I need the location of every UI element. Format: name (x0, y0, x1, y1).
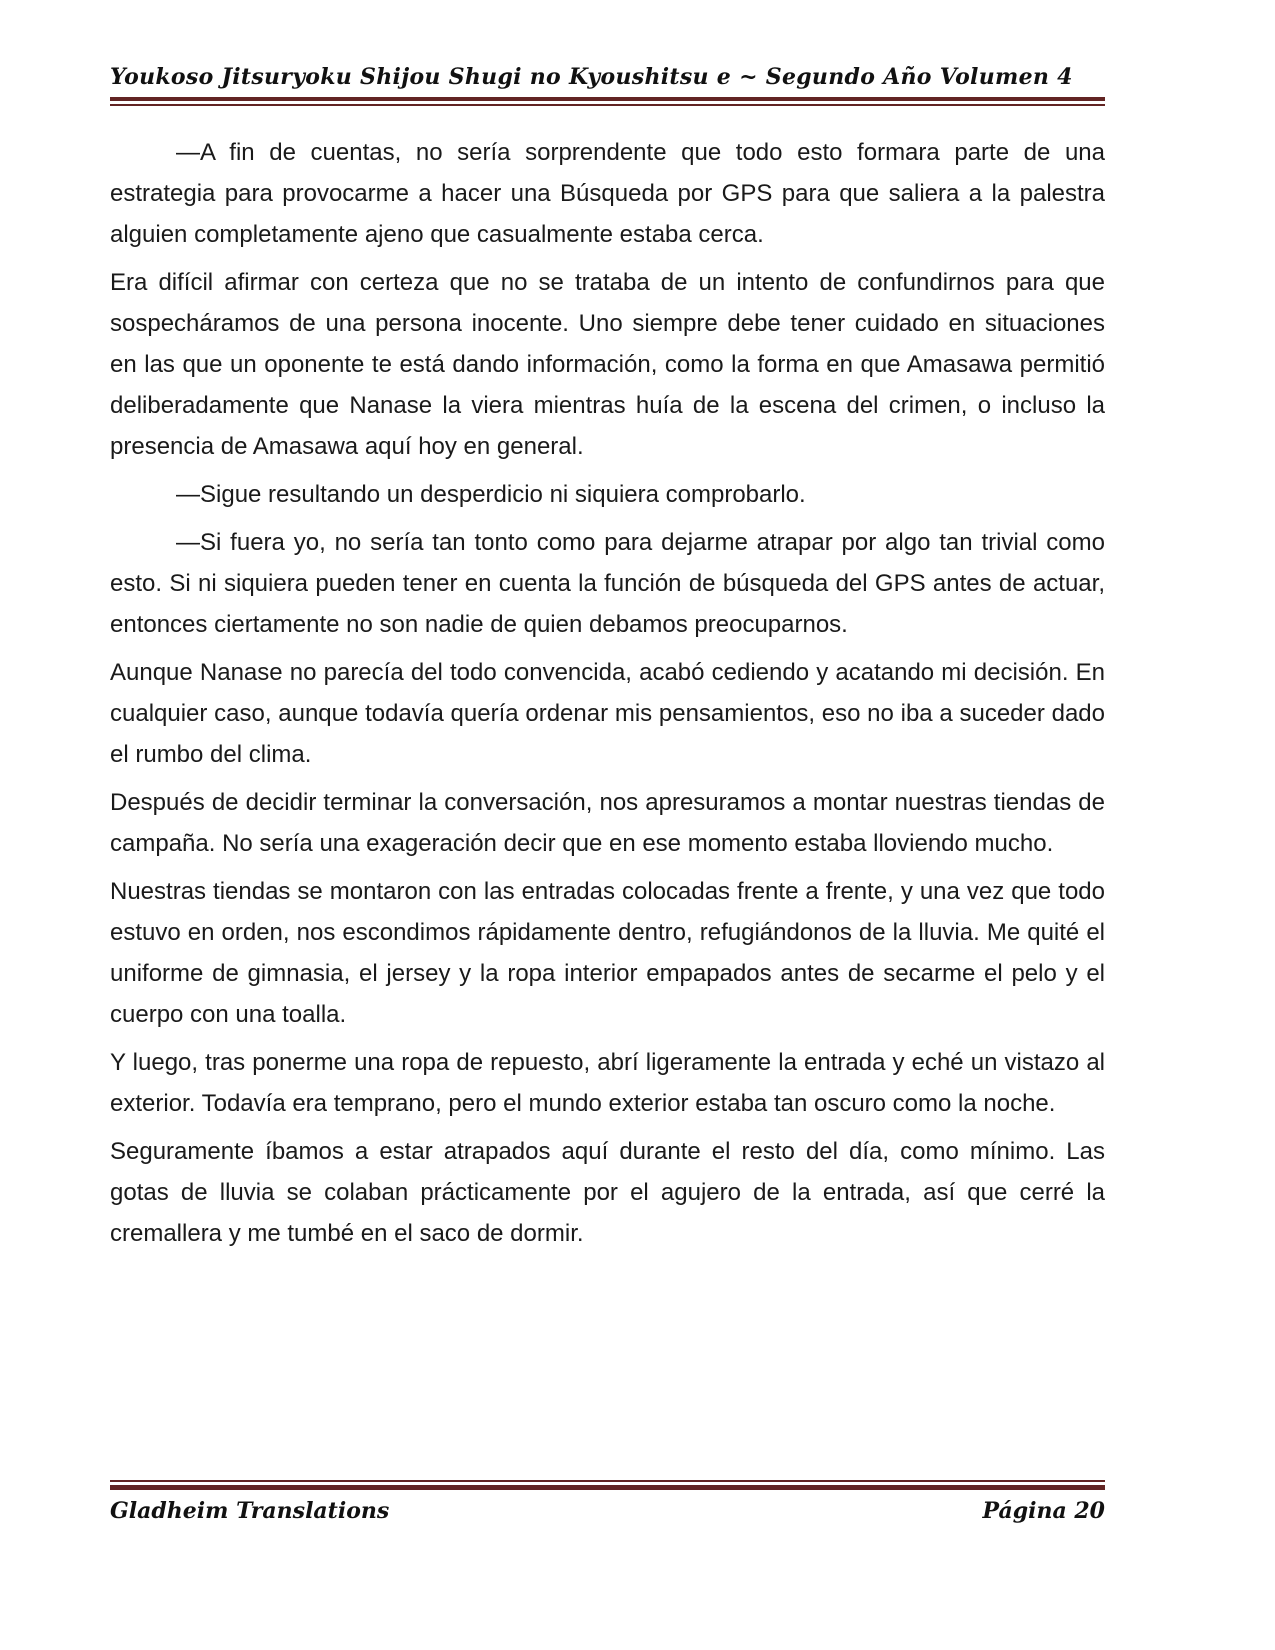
paragraph: Nuestras tiendas se montaron con las entradas colocadas frente a frente, y una vez que todo estuvo en orden, nos escondimos rápidamente dentro, refugiándonos de la lluvia. Me quité el uniforme de gimnasia, el jersey y la ropa interior empapados antes de secarme el pelo y el cuerpo con una toalla. (110, 878, 1105, 1028)
paragraph: Después de decidir terminar la conversación, nos apresuramos a montar nuestras tiendas de campaña. No sería una exageración decir que en ese momento estaba lloviendo mucho. (110, 789, 1105, 857)
page-footer (110, 1480, 1105, 1524)
footer-translator-credit: Gladheim Translations (110, 1498, 390, 1524)
footer-page-number: Página 20 (982, 1498, 1105, 1524)
paragraph: Seguramente íbamos a estar atrapados aquí durante el resto del día, como mínimo. Las gotas de lluvia se colaban prácticamente por el agujero de la entrada, así que cerré la cremallera y me tumbé en el saco de dormir. (110, 1138, 1105, 1247)
page-header-title: Youkoso Jitsuryoku Shijou Shugi no Kyoushitsu e ~ Segundo Año Volumen 4 (110, 64, 1073, 90)
footer-rule (110, 1480, 1105, 1490)
paragraph: —Sigue resultando un desperdicio ni siquiera comprobarlo. (176, 481, 806, 508)
paragraph: —Si fuera yo, no sería tan tonto como para dejarme atrapar por algo tan trivial como esto. Si ni siquiera pueden tener en cuenta la función de búsqueda del GPS antes de actuar, entonces ciertamente no son nadie de quien debamos preocuparnos. (110, 529, 1105, 638)
paragraph: —A fin de cuentas, no sería sorprendente que todo esto formara parte de una estrategia para provocarme a hacer una Búsqueda por GPS para que saliera a la palestra alguien completamente ajeno que casualmente estaba cerca. (110, 139, 1105, 248)
footer-row (110, 1498, 1105, 1524)
header-rule (110, 97, 1105, 106)
paragraph: Era difícil afirmar con certeza que no se trataba de un intento de confundirnos para que sospecháramos de una persona inocente. Uno siempre debe tener cuidado en situaciones en las que un oponente te está dando información, como la forma en que Amasawa permitió deliberadamente que Nanase la viera mientras huía de la escena del crimen, o incluso la presencia de Amasawa aquí hoy en general. (110, 269, 1105, 460)
page-header (110, 64, 1105, 106)
document-body (110, 132, 1105, 1261)
paragraph: Aunque Nanase no parecía del todo convencida, acabó cediendo y acatando mi decisión. En cualquier caso, aunque todavía quería ordenar mis pensamientos, eso no iba a suceder dado el rumbo del clima. (110, 659, 1105, 768)
paragraph: Y luego, tras ponerme una ropa de repuesto, abrí ligeramente la entrada y eché un vistazo al exterior. Todavía era temprano, pero el mundo exterior estaba tan oscuro como la noche. (110, 1049, 1105, 1117)
